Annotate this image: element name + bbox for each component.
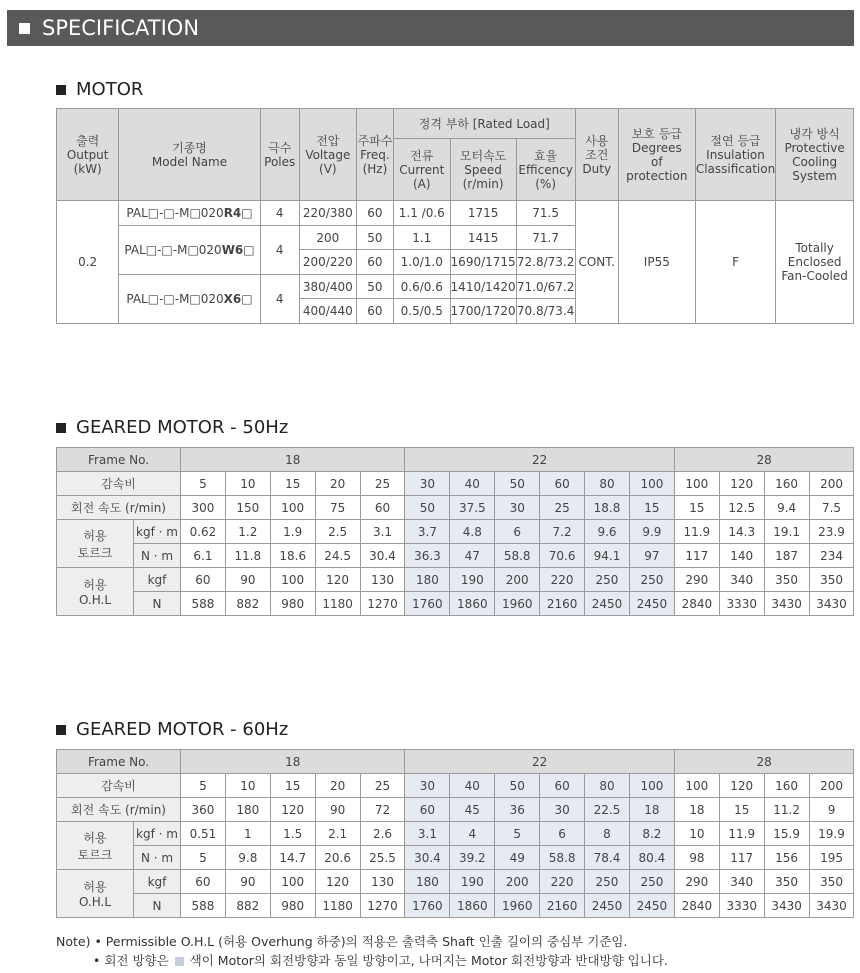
- geared-50hz-section-title: [56, 417, 288, 438]
- poles-value: 4: [260, 226, 299, 275]
- torque-kgf-value: 5: [495, 822, 540, 846]
- ohl-kgf-value: 340: [719, 568, 764, 592]
- ohl-n-value: 1270: [360, 894, 405, 918]
- ohl-n-value: 2840: [674, 592, 719, 616]
- speed-value: 1690/1715: [450, 250, 516, 275]
- ohl-kgf-value: 190: [450, 870, 495, 894]
- note-text-1: • Permissible O.H.L (허용 Overhung 하중)의 적용은 출력축 Shaft 인출 길이의 중심부 기준임.: [94, 934, 628, 949]
- ohl-kgf-value: 350: [809, 870, 854, 894]
- ohl-kgf-value: 340: [719, 870, 764, 894]
- ohl-kgf-value: 220: [540, 870, 585, 894]
- ohl-kgf-unit: kgf: [134, 568, 181, 592]
- speed-value: 18.8: [585, 496, 630, 520]
- efficiency-value: 71.7: [516, 226, 575, 250]
- ohl-label-line: 허용: [83, 880, 107, 894]
- ohl-n-value: 3330: [719, 894, 764, 918]
- ohl-kgf-value: 120: [315, 870, 360, 894]
- freq-value: 60: [356, 299, 393, 324]
- speed-value: 30: [495, 496, 540, 520]
- speed-value: 120: [270, 798, 315, 822]
- ohl-kgf-value: 250: [585, 870, 630, 894]
- header-poles: 극수 Poles: [260, 109, 299, 201]
- motor-title-text: MOTOR: [76, 79, 144, 100]
- speed-value: 300: [181, 496, 226, 520]
- torque-nm-value: 98: [674, 846, 719, 870]
- ratio-value: 120: [719, 472, 764, 496]
- frame-label: Frame No.: [57, 750, 181, 774]
- freq-value: 60: [356, 250, 393, 275]
- speed-value: 150: [225, 496, 270, 520]
- ohl-n-value: 1760: [405, 592, 450, 616]
- torque-nm-unit: N · m: [134, 544, 181, 568]
- speed-value: 15: [629, 496, 674, 520]
- ohl-kgf-value: 350: [764, 870, 809, 894]
- geared-50hz-table: [56, 447, 854, 616]
- header-model: 기종명 Model Name: [119, 109, 260, 201]
- torque-label-line: 허용: [83, 528, 107, 543]
- voltage-value: 220/380: [299, 201, 356, 226]
- speed-value: 9: [809, 798, 854, 822]
- torque-nm-unit: N · m: [134, 846, 181, 870]
- current-value: 1.0/1.0: [393, 250, 450, 275]
- frame-value: 22: [405, 448, 674, 472]
- ratio-value: 120: [719, 774, 764, 798]
- torque-nm-value: 39.2: [450, 846, 495, 870]
- ohl-n-value: 980: [270, 592, 315, 616]
- torque-nm-value: 20.6: [315, 846, 360, 870]
- torque-kgf-unit: kgf · m: [134, 520, 181, 544]
- torque-nm-value: 234: [809, 544, 854, 568]
- ohl-kgf-value: 90: [225, 568, 270, 592]
- current-value: 1.1 /0.6: [393, 201, 450, 226]
- ohl-n-unit: N: [134, 592, 181, 616]
- torque-nm-value: 117: [719, 846, 764, 870]
- model-name: PAL□-□-M□020X6□: [119, 275, 260, 324]
- torque-kgf-value: 19.1: [764, 520, 809, 544]
- ratio-value: 60: [540, 774, 585, 798]
- ratio-value: 5: [181, 774, 226, 798]
- ohl-n-value: 1860: [450, 894, 495, 918]
- protection-value: IP55: [618, 201, 695, 324]
- torque-nm-value: 24.5: [315, 544, 360, 568]
- ratio-value: 80: [585, 774, 630, 798]
- ohl-n-value: 2160: [540, 894, 585, 918]
- ohl-n-value: 1960: [495, 592, 540, 616]
- speed-value: 11.2: [764, 798, 809, 822]
- torque-kgf-value: 1.9: [270, 520, 315, 544]
- ratio-value: 50: [495, 774, 540, 798]
- header-freq: 주파수 Freq. (Hz): [356, 109, 393, 201]
- ratio-value: 15: [270, 472, 315, 496]
- header-protection: 보호 등급 Degrees of protection: [618, 109, 695, 201]
- frame-value: 18: [181, 750, 405, 774]
- efficiency-value: 71.0/67.2: [516, 275, 575, 299]
- ohl-n-value: 1760: [405, 894, 450, 918]
- ohl-n-value: 1180: [315, 592, 360, 616]
- current-value: 1.1: [393, 226, 450, 250]
- voltage-value: 200/220: [299, 250, 356, 275]
- note-text-2b: 색이 Motor의 회전방향과 동일 방향이고, 나머지는 Motor 회전방향과 반대방향 입니다.: [189, 953, 668, 968]
- torque-label: [57, 520, 134, 568]
- ratio-value: 10: [225, 774, 270, 798]
- speed-value: 36: [495, 798, 540, 822]
- torque-kgf-value: 1.2: [225, 520, 270, 544]
- cooling-value: Totally Enclosed Fan-Cooled: [776, 201, 854, 324]
- torque-nm-value: 94.1: [585, 544, 630, 568]
- ohl-n-value: 1270: [360, 592, 405, 616]
- ohl-kgf-value: 200: [495, 568, 540, 592]
- efficiency-value: 70.8/73.4: [516, 299, 575, 324]
- torque-kgf-value: 11.9: [719, 822, 764, 846]
- ohl-label-line: 허용: [83, 578, 107, 592]
- freq-value: 50: [356, 275, 393, 299]
- ohl-n-value: 3330: [719, 592, 764, 616]
- current-value: 0.6/0.6: [393, 275, 450, 299]
- torque-nm-value: 187: [764, 544, 809, 568]
- poles-value: 4: [260, 275, 299, 324]
- header-speed: 모터속도 Speed (r/min): [450, 139, 516, 201]
- torque-kgf-value: 11.9: [674, 520, 719, 544]
- torque-kgf-value: 3.1: [360, 520, 405, 544]
- voltage-value: 400/440: [299, 299, 356, 324]
- speed-value: 60: [405, 798, 450, 822]
- torque-nm-value: 156: [764, 846, 809, 870]
- ohl-kgf-value: 200: [495, 870, 540, 894]
- ratio-value: 100: [629, 472, 674, 496]
- torque-nm-value: 47: [450, 544, 495, 568]
- ratio-value: 15: [270, 774, 315, 798]
- torque-kgf-value: 10: [674, 822, 719, 846]
- torque-nm-value: 58.8: [495, 544, 540, 568]
- voltage-value: 200: [299, 226, 356, 250]
- torque-kgf-value: 1.5: [270, 822, 315, 846]
- ratio-value: 40: [450, 774, 495, 798]
- torque-kgf-value: 8.2: [629, 822, 674, 846]
- speed-value: 15: [719, 798, 764, 822]
- spec-banner: [7, 10, 854, 46]
- torque-kgf-value: 2.6: [360, 822, 405, 846]
- speed-value: 90: [315, 798, 360, 822]
- header-rated-load: 정격 부하 [Rated Load]: [393, 109, 575, 139]
- torque-kgf-value: 19.9: [809, 822, 854, 846]
- torque-kgf-value: 3.1: [405, 822, 450, 846]
- ohl-kgf-value: 250: [585, 568, 630, 592]
- torque-kgf-value: 4: [450, 822, 495, 846]
- ohl-kgf-value: 290: [674, 870, 719, 894]
- ohl-label-line: O.H.L: [78, 593, 112, 607]
- ratio-value: 30: [405, 472, 450, 496]
- ohl-n-value: 2160: [540, 592, 585, 616]
- efficiency-value: 71.5: [516, 201, 575, 226]
- torque-label-line: 토르크: [77, 545, 113, 560]
- ratio-value: 100: [674, 472, 719, 496]
- ohl-kgf-value: 250: [629, 568, 674, 592]
- ohl-kgf-value: 60: [181, 870, 226, 894]
- ohl-kgf-value: 350: [764, 568, 809, 592]
- speed-value: 45: [450, 798, 495, 822]
- insulation-value: F: [695, 201, 775, 324]
- square-bullet-icon: [56, 725, 66, 735]
- geared-60hz-table: [56, 749, 854, 918]
- speed-label: 회전 속도 (r/min): [57, 798, 181, 822]
- freq-value: 60: [356, 201, 393, 226]
- shaded-square-icon: [175, 957, 184, 966]
- ratio-value: 160: [764, 774, 809, 798]
- ohl-n-value: 2840: [674, 894, 719, 918]
- ratio-value: 40: [450, 472, 495, 496]
- torque-kgf-value: 15.9: [764, 822, 809, 846]
- torque-kgf-value: 6: [540, 822, 585, 846]
- speed-value: 18: [674, 798, 719, 822]
- header-cooling: 냉각 방식 Protective Cooling System: [776, 109, 854, 201]
- frame-value: 18: [181, 448, 405, 472]
- torque-kgf-value: 23.9: [809, 520, 854, 544]
- efficiency-value: 72.8/73.2: [516, 250, 575, 275]
- ratio-value: 200: [809, 472, 854, 496]
- ohl-kgf-value: 130: [360, 568, 405, 592]
- ohl-kgf-value: 350: [809, 568, 854, 592]
- note-prefix: Note): [56, 934, 91, 949]
- ratio-value: 80: [585, 472, 630, 496]
- square-bullet-icon: [19, 23, 30, 34]
- torque-label-line: 토르크: [77, 847, 113, 862]
- ratio-value: 200: [809, 774, 854, 798]
- header-insulation: 절연 등급 Insulation Classification: [695, 109, 775, 201]
- torque-nm-value: 195: [809, 846, 854, 870]
- ratio-value: 20: [315, 472, 360, 496]
- torque-nm-value: 30.4: [405, 846, 450, 870]
- torque-nm-value: 140: [719, 544, 764, 568]
- note-text-2a: • 회전 방향은: [93, 953, 169, 968]
- speed-label: 회전 속도 (r/min): [57, 496, 181, 520]
- speed-value: 75: [315, 496, 360, 520]
- header-efficiency: 효율 Efficency (%): [516, 139, 575, 201]
- motor-spec-table: [56, 108, 854, 324]
- output-value: 0.2: [57, 201, 119, 324]
- torque-nm-value: 18.6: [270, 544, 315, 568]
- ratio-value: 160: [764, 472, 809, 496]
- speed-value: 18: [629, 798, 674, 822]
- torque-kgf-value: 4.8: [450, 520, 495, 544]
- ratio-value: 100: [674, 774, 719, 798]
- frame-label: Frame No.: [57, 448, 181, 472]
- speed-value: 25: [540, 496, 585, 520]
- speed-value: 22.5: [585, 798, 630, 822]
- frame-value: 28: [674, 750, 854, 774]
- speed-value: 9.4: [764, 496, 809, 520]
- torque-kgf-value: 9.9: [629, 520, 674, 544]
- ohl-kgf-value: 220: [540, 568, 585, 592]
- ohl-n-value: 588: [181, 592, 226, 616]
- torque-nm-value: 5: [181, 846, 226, 870]
- ohl-n-value: 588: [181, 894, 226, 918]
- current-value: 0.5/0.5: [393, 299, 450, 324]
- ohl-label: [57, 568, 134, 616]
- geared-60hz-title-text: GEARED MOTOR - 60Hz: [76, 719, 289, 740]
- speed-value: 1700/1720: [450, 299, 516, 324]
- ohl-n-value: 2450: [585, 592, 630, 616]
- torque-label-line: 허용: [83, 830, 107, 845]
- ohl-n-value: 882: [225, 894, 270, 918]
- torque-kgf-value: 2.5: [315, 520, 360, 544]
- speed-value: 360: [181, 798, 226, 822]
- ohl-n-value: 3430: [764, 592, 809, 616]
- ohl-n-value: 2450: [629, 592, 674, 616]
- frame-value: 28: [674, 448, 854, 472]
- torque-kgf-unit: kgf · m: [134, 822, 181, 846]
- ratio-value: 10: [225, 472, 270, 496]
- motor-section-title: [56, 79, 143, 100]
- speed-value: 12.5: [719, 496, 764, 520]
- torque-kgf-value: 9.6: [585, 520, 630, 544]
- ratio-value: 60: [540, 472, 585, 496]
- torque-nm-value: 14.7: [270, 846, 315, 870]
- speed-value: 7.5: [809, 496, 854, 520]
- ohl-kgf-value: 290: [674, 568, 719, 592]
- torque-nm-value: 80.4: [629, 846, 674, 870]
- torque-nm-value: 49: [495, 846, 540, 870]
- ohl-n-value: 2450: [629, 894, 674, 918]
- torque-nm-value: 11.8: [225, 544, 270, 568]
- torque-kgf-value: 0.51: [181, 822, 226, 846]
- square-bullet-icon: [56, 85, 66, 95]
- geared-60hz-section-title: [56, 719, 288, 740]
- speed-value: 1715: [450, 201, 516, 226]
- voltage-value: 380/400: [299, 275, 356, 299]
- ratio-value: 25: [360, 472, 405, 496]
- ohl-kgf-value: 180: [405, 568, 450, 592]
- ohl-n-unit: N: [134, 894, 181, 918]
- torque-nm-value: 70.6: [540, 544, 585, 568]
- ohl-n-value: 2450: [585, 894, 630, 918]
- banner-title: SPECIFICATION: [42, 16, 200, 40]
- poles-value: 4: [260, 201, 299, 226]
- torque-kgf-value: 1: [225, 822, 270, 846]
- ratio-value: 5: [181, 472, 226, 496]
- geared-50hz-title-text: GEARED MOTOR - 50Hz: [76, 417, 289, 438]
- header-voltage: 전압 Voltage (V): [299, 109, 356, 201]
- freq-value: 50: [356, 226, 393, 250]
- speed-value: 15: [674, 496, 719, 520]
- speed-value: 180: [225, 798, 270, 822]
- torque-kgf-value: 7.2: [540, 520, 585, 544]
- torque-kgf-value: 14.3: [719, 520, 764, 544]
- speed-value: 100: [270, 496, 315, 520]
- torque-nm-value: 97: [629, 544, 674, 568]
- ohl-n-value: 1960: [495, 894, 540, 918]
- header-current: 전류 Current (A): [393, 139, 450, 201]
- torque-kgf-value: 2.1: [315, 822, 360, 846]
- ohl-kgf-value: 130: [360, 870, 405, 894]
- ohl-kgf-value: 100: [270, 870, 315, 894]
- ratio-label: 감속비: [57, 472, 181, 496]
- torque-nm-value: 78.4: [585, 846, 630, 870]
- ohl-label: [57, 870, 134, 918]
- header-output: 출력 Output (kW): [57, 109, 119, 201]
- ohl-n-value: 3430: [764, 894, 809, 918]
- ohl-n-value: 1860: [450, 592, 495, 616]
- ratio-value: 30: [405, 774, 450, 798]
- ohl-kgf-value: 120: [315, 568, 360, 592]
- torque-kgf-value: 8: [585, 822, 630, 846]
- ohl-n-value: 3430: [809, 592, 854, 616]
- ohl-n-value: 1180: [315, 894, 360, 918]
- torque-kgf-value: 6: [495, 520, 540, 544]
- ratio-value: 100: [629, 774, 674, 798]
- ratio-value: 25: [360, 774, 405, 798]
- ohl-kgf-value: 250: [629, 870, 674, 894]
- torque-nm-value: 36.3: [405, 544, 450, 568]
- model-name: PAL□-□-M□020W6□: [119, 226, 260, 275]
- speed-value: 1410/1420: [450, 275, 516, 299]
- torque-nm-value: 30.4: [360, 544, 405, 568]
- ohl-kgf-value: 190: [450, 568, 495, 592]
- note-line-1: [56, 932, 627, 950]
- ohl-kgf-value: 90: [225, 870, 270, 894]
- ohl-n-value: 882: [225, 592, 270, 616]
- torque-nm-value: 9.8: [225, 846, 270, 870]
- ohl-label-line: O.H.L: [78, 895, 112, 909]
- speed-value: 60: [360, 496, 405, 520]
- ohl-kgf-value: 60: [181, 568, 226, 592]
- ratio-value: 20: [315, 774, 360, 798]
- duty-value: CONT.: [575, 201, 618, 324]
- ohl-n-value: 980: [270, 894, 315, 918]
- speed-value: 1415: [450, 226, 516, 250]
- ohl-n-value: 3430: [809, 894, 854, 918]
- square-bullet-icon: [56, 423, 66, 433]
- speed-value: 37.5: [450, 496, 495, 520]
- torque-nm-value: 6.1: [181, 544, 226, 568]
- speed-value: 72: [360, 798, 405, 822]
- ohl-kgf-unit: kgf: [134, 870, 181, 894]
- torque-kgf-value: 3.7: [405, 520, 450, 544]
- frame-value: 22: [405, 750, 674, 774]
- note-line-2: [93, 951, 668, 969]
- ratio-value: 50: [495, 472, 540, 496]
- torque-kgf-value: 0.62: [181, 520, 226, 544]
- ohl-kgf-value: 180: [405, 870, 450, 894]
- speed-value: 50: [405, 496, 450, 520]
- torque-nm-value: 58.8: [540, 846, 585, 870]
- header-duty: 사용 조건 Duty: [575, 109, 618, 201]
- torque-label: [57, 822, 134, 870]
- torque-nm-value: 25.5: [360, 846, 405, 870]
- ohl-kgf-value: 100: [270, 568, 315, 592]
- model-name: PAL□-□-M□020R4□: [119, 201, 260, 226]
- ratio-label: 감속비: [57, 774, 181, 798]
- torque-nm-value: 117: [674, 544, 719, 568]
- speed-value: 30: [540, 798, 585, 822]
